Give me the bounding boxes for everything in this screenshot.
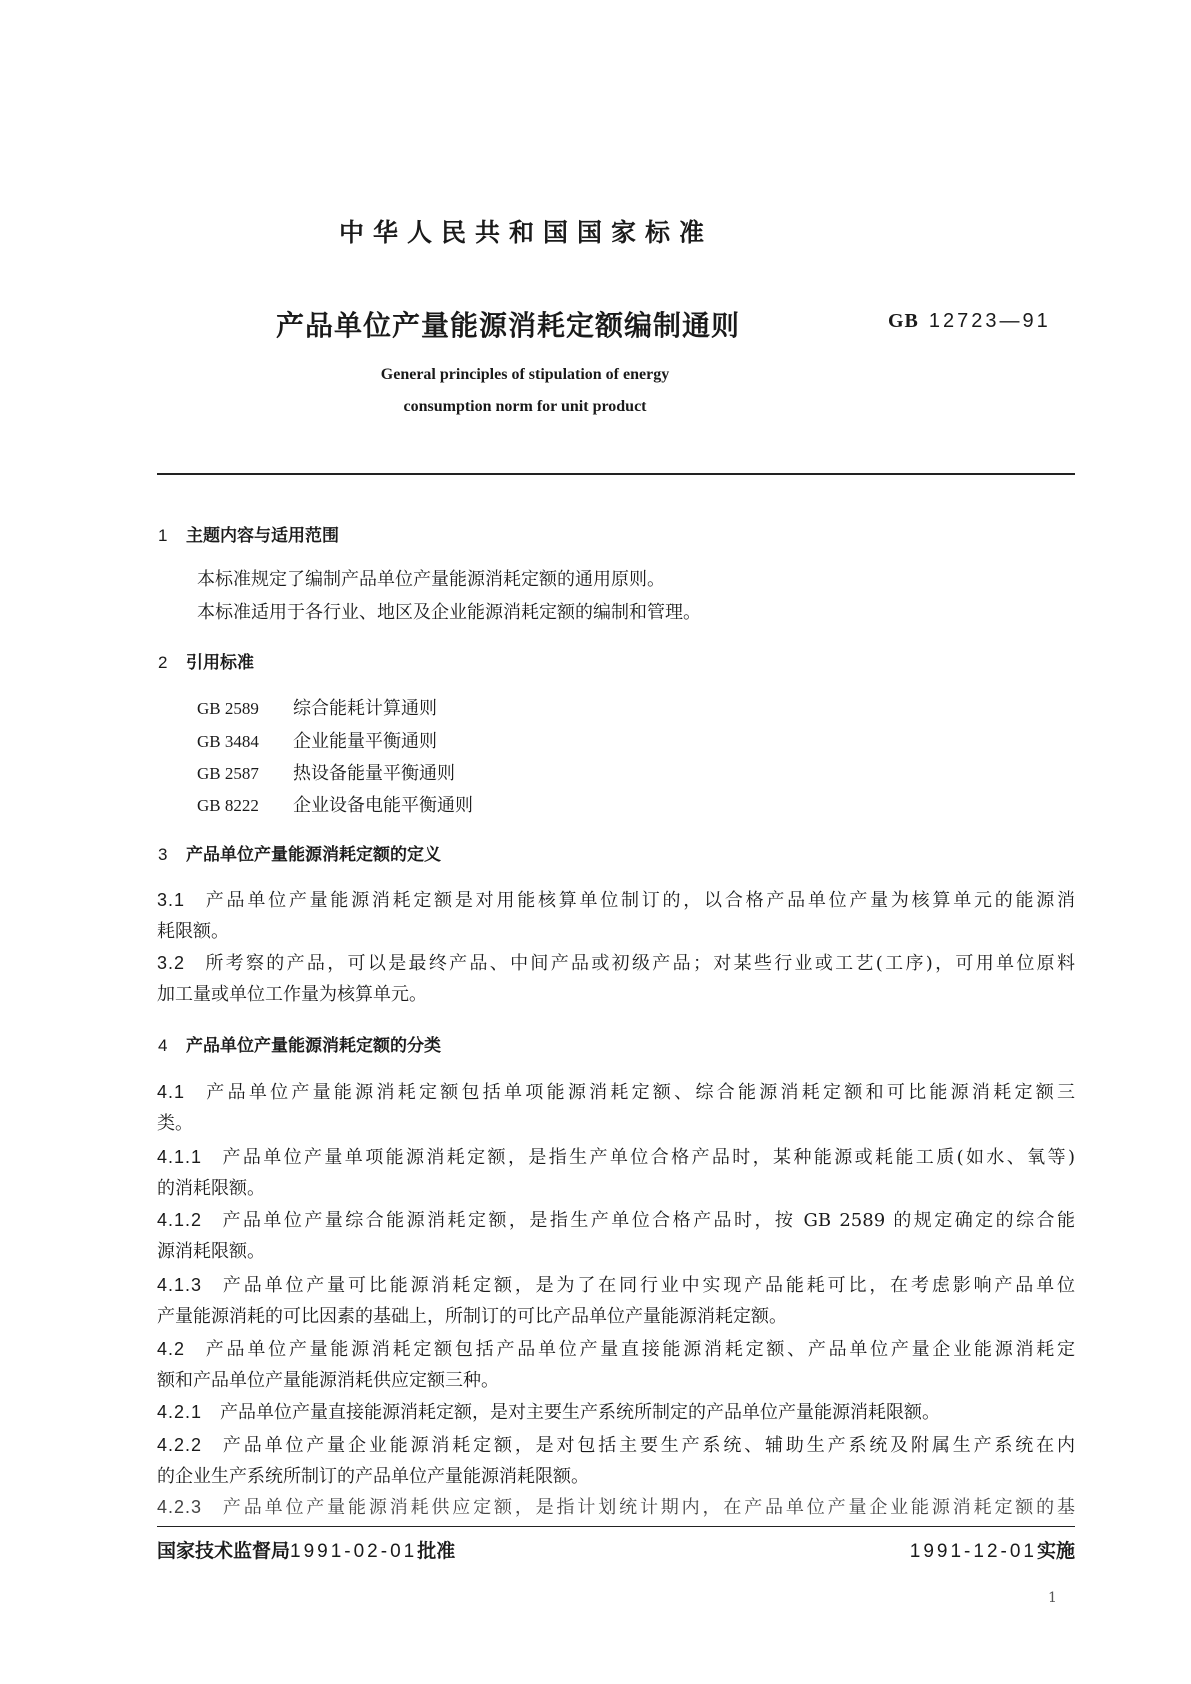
clause-4-1-1: 4.1.1 产品单位产量单项能源消耗定额，是指生产单位合格产品时，某种能源或耗能工质(如水、氧等) 的消耗限额。: [157, 1147, 1075, 1199]
reference-item: GB 3484 企业能量平衡通则: [197, 731, 437, 752]
standard-code: [888, 310, 1051, 333]
page-number: 1: [1048, 1590, 1057, 1606]
clause-3-1: 3.1 产品单位产量能源消耗定额是对用能核算单位制订的，以合格产品单位产量为核算单元的能源消 耗限额。: [157, 890, 1075, 942]
reference-item: GB 2589 综合能耗计算通则: [197, 698, 437, 719]
clause-4-2: 4.2 产品单位产量能源消耗定额包括产品单位产量直接能源消耗定额、产品单位产量企业能源消耗定 额和产品单位产量能源消耗供应定额三种。: [157, 1339, 1075, 1391]
english-title-line1: General principles of stipulation of energy: [380, 366, 670, 383]
reference-item: GB 8222 企业设备电能平衡通则: [197, 795, 473, 816]
clause-4-1-3: 4.1.3 产品单位产量可比能源消耗定额，是为了在同行业中实现产品能耗可比，在考虑影响产品单位 产量能源消耗的可比因素的基础上，所制订的可比产品单位产量能源消耗定额。: [157, 1275, 1075, 1327]
effective-info: 1991-12-01实施: [909, 1540, 1075, 1562]
section-1-line: 本标准适用于各行业、地区及企业能源消耗定额的编制和管理。: [197, 602, 701, 623]
standard-category: 中华人民共和国国家标准: [339, 218, 714, 247]
section-1-heading: 1 主题内容与适用范围: [158, 526, 339, 546]
code-prefix: GB: [888, 310, 919, 332]
section-1-line: 本标准规定了编制产品单位产量能源消耗定额的通用原则。: [197, 569, 665, 590]
section-4-heading: 4 产品单位产量能源消耗定额的分类: [158, 1036, 441, 1056]
section-2-heading: 2 引用标准: [158, 653, 254, 673]
clause-4-1-2: 4.1.2 产品单位产量综合能源消耗定额，是指生产单位合格产品时，按 GB 2589 的规定确定的综合能 源消耗限额。: [157, 1210, 1075, 1262]
clause-4-2-3: 4.2.3 产品单位产量能源消耗供应定额，是指计划统计期内，在产品单位产量企业能源消耗定额的基: [157, 1497, 1075, 1518]
clause-4-1: 4.1 产品单位产量能源消耗定额包括单项能源消耗定额、综合能源消耗定额和可比能源消耗定额三 类。: [157, 1082, 1075, 1134]
code-number: 12723—91: [928, 310, 1051, 332]
footer-rule: [157, 1526, 1075, 1527]
document-title: 产品单位产量能源消耗定额编制通则: [276, 309, 741, 342]
clause-4-2-1: 4.2.1 产品单位产量直接能源消耗定额，是对主要生产系统所制定的产品单位产量能源消耗限额。: [157, 1402, 941, 1423]
header-rule: [157, 473, 1075, 475]
clause-4-2-2: 4.2.2 产品单位产量企业能源消耗定额，是对包括主要生产系统、辅助生产系统及附属生产系统在内 的企业生产系统所制订的产品单位产量能源消耗限额。: [157, 1435, 1075, 1487]
english-title-line2: consumption norm for unit product: [403, 398, 647, 415]
section-3-heading: 3 产品单位产量能源消耗定额的定义: [158, 845, 441, 865]
reference-item: GB 2587 热设备能量平衡通则: [197, 763, 455, 784]
clause-3-2: 3.2 所考察的产品，可以是最终产品、中间产品或初级产品；对某些行业或工艺(工序)，可用单位原料 加工量或单位工作量为核算单元。: [157, 953, 1075, 1005]
approval-info: 国家技术监督局1991-02-01批准: [157, 1540, 456, 1562]
